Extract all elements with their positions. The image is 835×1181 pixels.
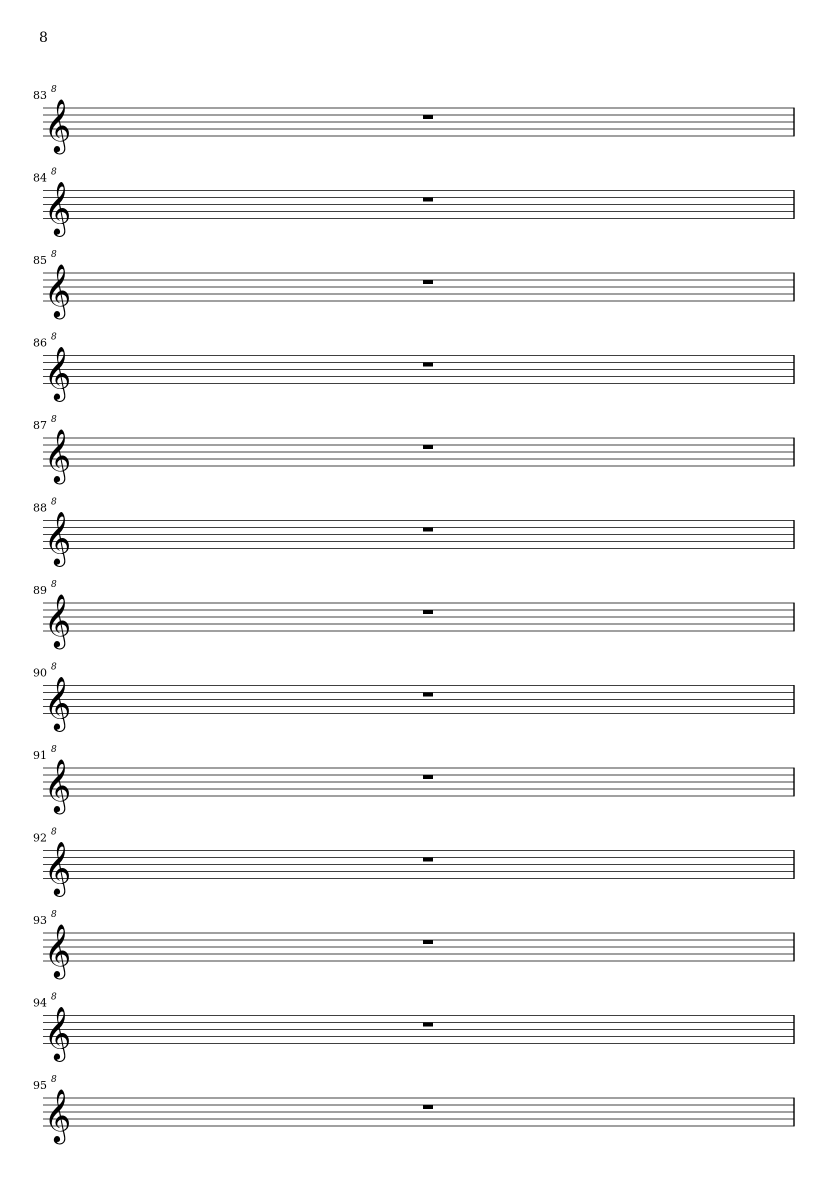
treble-clef-8va-icon: 𝄞 (44, 923, 72, 977)
ottava-mark: 8 (51, 745, 57, 755)
ottava-mark: 8 (51, 250, 57, 260)
staff-system (33, 333, 794, 402)
measure-number: 83 (33, 89, 47, 102)
ottava-mark: 8 (51, 332, 57, 343)
ottava-mark: 8 (51, 662, 57, 673)
whole-rest-icon (423, 1023, 433, 1027)
ottava-mark: 8 (51, 85, 57, 95)
ottava-mark: 8 (51, 415, 57, 425)
treble-clef-8va-icon: 𝄞 (44, 593, 72, 647)
ottava-mark: 8 (51, 910, 57, 920)
staff-system (33, 415, 794, 484)
ottava-mark: 8 (51, 1075, 57, 1085)
ottava-mark: 8 (51, 992, 57, 1003)
treble-clef-8va-icon: 𝄞 (44, 263, 72, 317)
staff-system (33, 498, 794, 567)
measure-number: 87 (33, 419, 47, 432)
staff-system (33, 663, 794, 732)
whole-rest-icon (423, 198, 433, 202)
treble-clef-8va-icon: 𝄞 (44, 758, 72, 812)
measure-number: 84 (33, 171, 47, 185)
measure-number: 94 (33, 996, 47, 1010)
treble-clef-8va-icon: 𝄞 (44, 840, 72, 895)
measure-number: 93 (33, 914, 47, 927)
measure-number: 88 (33, 501, 47, 515)
page-number: 8 (39, 30, 48, 46)
treble-clef-8va-icon: 𝄞 (44, 428, 72, 482)
treble-clef-8va-icon: 𝄞 (44, 510, 72, 565)
measure-number: 92 (33, 831, 47, 845)
whole-rest-icon (423, 445, 433, 449)
ottava-mark: 8 (51, 580, 57, 590)
whole-rest-icon (423, 858, 433, 862)
measure-number: 86 (33, 336, 47, 350)
staff-system (33, 910, 794, 979)
measure-number: 85 (33, 254, 47, 267)
staff-system (33, 580, 794, 649)
staff-system (33, 250, 794, 319)
staff-system (33, 828, 794, 897)
treble-clef-8va-icon: 𝄞 (44, 1005, 72, 1060)
whole-rest-icon (423, 280, 433, 284)
whole-rest-icon (423, 363, 433, 367)
ottava-mark: 8 (51, 497, 57, 508)
treble-clef-8va-icon: 𝄞 (44, 180, 72, 235)
whole-rest-icon (423, 693, 433, 697)
treble-clef-8va-icon: 𝄞 (44, 345, 72, 400)
staff-system (33, 993, 794, 1062)
whole-rest-icon (423, 115, 433, 119)
whole-rest-icon (423, 1105, 433, 1109)
measure-number: 91 (33, 749, 47, 762)
ottava-mark: 8 (51, 827, 57, 838)
staff-system (33, 168, 794, 237)
measure-number: 89 (33, 584, 47, 597)
measure-number: 95 (33, 1079, 47, 1092)
whole-rest-icon (423, 528, 433, 532)
whole-rest-icon (423, 775, 433, 779)
ottava-mark: 8 (51, 167, 57, 178)
staff-system (33, 85, 794, 154)
treble-clef-8va-icon: 𝄞 (44, 1088, 72, 1142)
treble-clef-8va-icon: 𝄞 (44, 98, 72, 152)
whole-rest-icon (423, 940, 433, 944)
measure-number: 90 (33, 666, 47, 680)
staff-system (33, 1075, 794, 1144)
whole-rest-icon (423, 610, 433, 614)
staff-system (33, 745, 794, 814)
treble-clef-8va-icon: 𝄞 (44, 675, 72, 730)
